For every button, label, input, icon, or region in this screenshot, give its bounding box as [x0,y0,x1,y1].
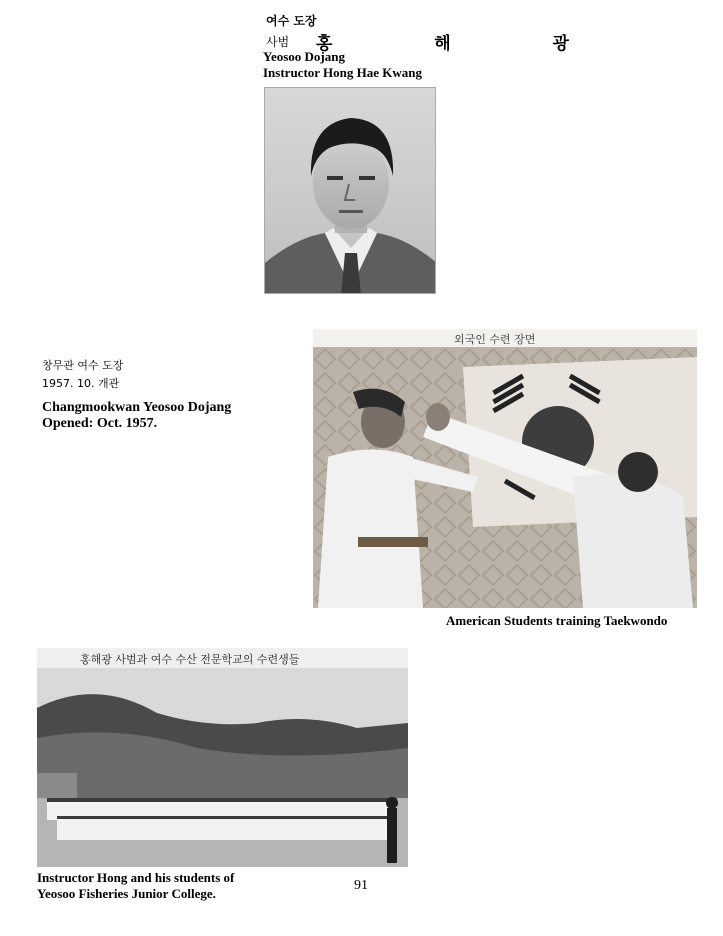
page-number: 91 [354,878,368,893]
dojang-en-line1: Changmookwan Yeosoo Dojang [42,400,232,415]
group-photo-caption-line1: Instructor Hong and his students of [37,870,235,885]
training-photo-caption-en: American Students training Taekwondo [446,613,668,628]
training-photo-korean-caption: 외국인 수련 장면 [454,333,536,346]
group-photo [37,668,408,867]
korean-instructor-prefix: 사범 [266,35,290,49]
group-photo-korean-caption: 홍해광 사범과 여수 수산 전문학교의 수련생들 [80,653,300,666]
group-photo-caption-line2: Yeosoo Fisheries Junior College. [37,886,216,901]
training-photo [313,347,697,608]
instructor-portrait-photo [264,87,436,294]
dojang-en-line2: Opened: Oct. 1957. [42,416,158,431]
dojang-korean-line2: 1957. 10. 개관 [42,377,120,390]
group-illustration [37,668,408,867]
portrait-illustration [265,88,436,294]
korean-title: 여수 도장 [266,14,317,28]
title-en: Yeosoo Dojang [263,49,345,64]
korean-instructor-name: 홍 해 광 [316,34,599,54]
instructor-en: Instructor Hong Hae Kwang [263,65,423,80]
dojang-korean-line1: 창무관 여수 도장 [42,359,124,372]
training-illustration [313,347,697,608]
